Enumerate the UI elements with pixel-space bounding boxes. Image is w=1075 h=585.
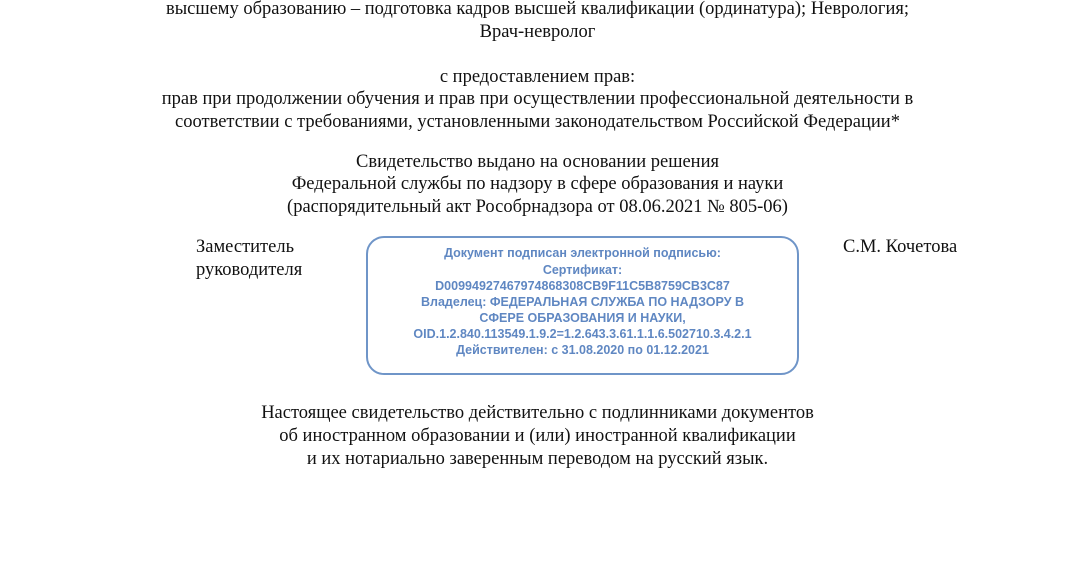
qualification-line-2: Врач-невролог: [479, 22, 596, 42]
basis-line-1: Свидетельство выдано на основании решения: [356, 152, 719, 172]
validity-line-2: об иностранном образовании и (или) иностранной квалификации: [279, 426, 796, 446]
basis-line-3: (распорядительный акт Рособрнадзора от 08.06.2021 № 805-06): [287, 197, 788, 217]
rights-line-2: соответствии с требованиями, установленными законодательством Российской Федерации*: [175, 112, 900, 132]
stamp-owner-line-1: Владелец: ФЕДЕРАЛЬНАЯ СЛУЖБА ПО НАДЗОРУ В: [421, 295, 744, 309]
qualification-line-1: высшему образованию – подготовка кадров высшей квалификации (ординатура); Неврология;: [165, 0, 910, 19]
basis-line-2: Федеральной службы по надзору в сфере образования и науки: [291, 174, 784, 194]
validity-line-1: Настоящее свидетельство действительно с подлинниками документов: [261, 403, 814, 423]
stamp-title: Документ подписан электронной подписью:: [444, 246, 721, 260]
stamp-oid: OID.1.2.840.113549.1.9.2=1.2.643.3.61.1.1.6.502710.3.4.2.1: [413, 327, 752, 341]
rights-line-1: прав при продолжении обучения и прав при осуществлении профессиональной деятельности в: [161, 89, 914, 109]
stamp-certificate-label: Сертификат:: [542, 263, 623, 277]
signatory-position-line-1: Заместитель: [196, 237, 295, 257]
stamp-certificate-number: D00994927467974868308CB9F11C5B8759CB3C87: [435, 279, 730, 293]
rights-heading: с предоставлением прав:: [439, 67, 636, 87]
signatory-name: С.М. Кочетова: [843, 237, 958, 257]
electronic-signature-stamp: [366, 236, 799, 375]
validity-line-3: и их нотариально заверенным переводом на русский язык.: [306, 449, 769, 469]
stamp-owner-line-2: СФЕРЕ ОБРАЗОВАНИЯ И НАУКИ,: [479, 311, 686, 325]
signatory-position-line-2: руководителя: [196, 260, 303, 280]
stamp-validity-dates: Действителен: с 31.08.2020 по 01.12.2021: [456, 343, 709, 357]
